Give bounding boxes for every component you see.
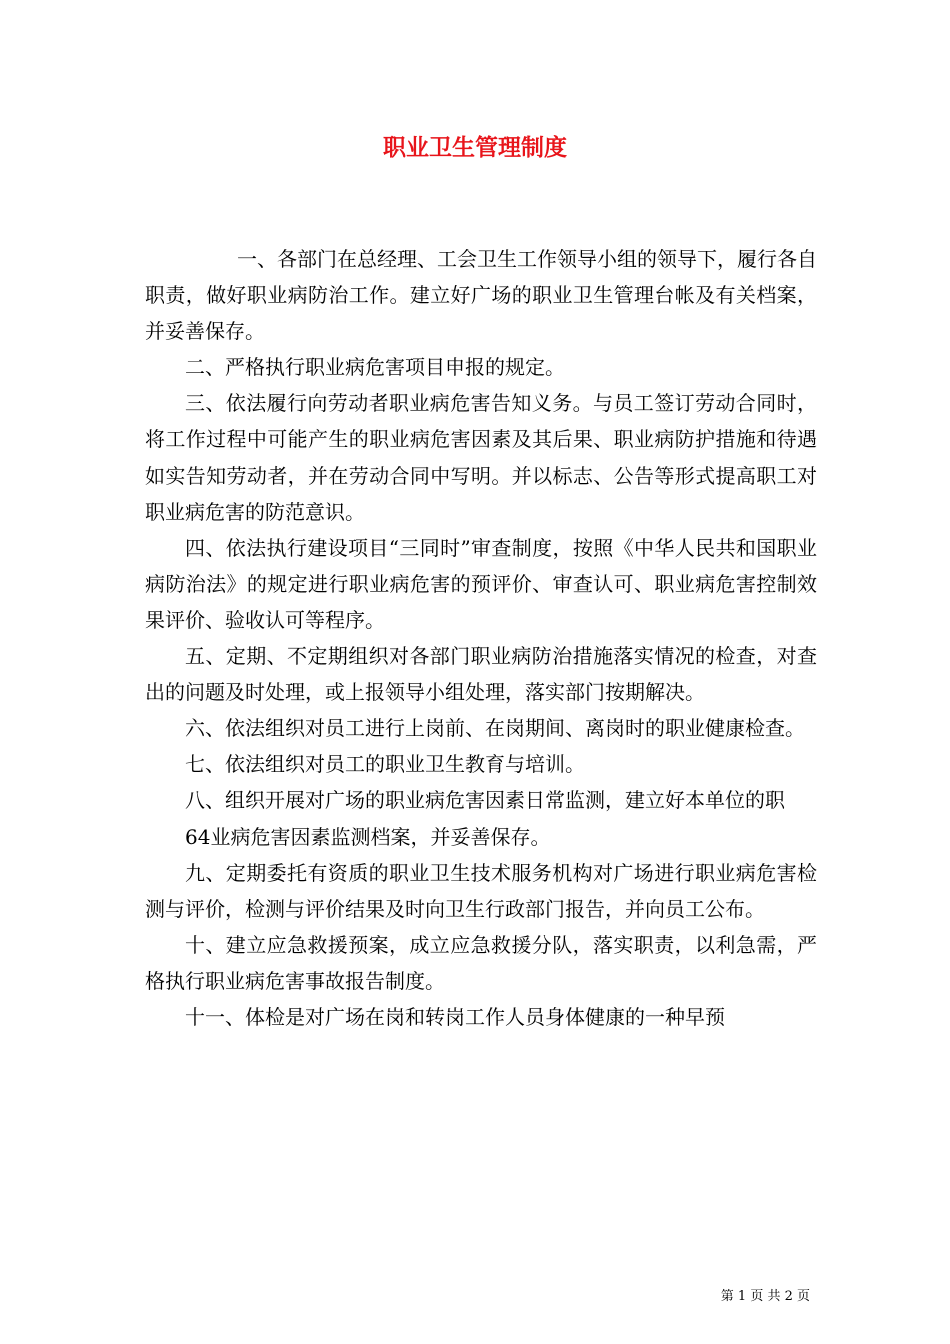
paragraph-2: 二、严格执行职业病危害项目申报的规定。 bbox=[185, 355, 565, 380]
paragraph-11: 十一、体检是对广场在岗和转岗工作人员身体健康的一种早预 bbox=[185, 1004, 725, 1029]
paragraph-9: 九、定期委托有资质的职业卫生技术服务机构对广场进行职业病危害检测与评价，检测与评价结果及时向卫生行政部门报告，并向员工公布。 bbox=[145, 860, 817, 921]
paragraph-5: 五、定期、不定期组织对各部门职业病防治措施落实情况的检查，对查出的问题及时处理，或上报领导小组处理，落实部门按期解决。 bbox=[145, 644, 817, 705]
paragraph-10: 十、建立应急救援预案，成立应急救援分队，落实职责，以利急需，严格执行职业病危害事故报告制度。 bbox=[145, 932, 817, 993]
paragraph-8: 八、组织开展对广场的职业病危害因素日常监测，建立好本单位的职 bbox=[185, 788, 785, 813]
paragraph-4: 四、依法执行建设项目“三同时”审查制度，按照《中华人民共和国职业病防治法》的规定进行职业病危害的预评价、审查认可、职业病危害控制效果评价、验收认可等程序。 bbox=[145, 535, 817, 632]
paragraph-1: 一、各部门在总经理、工会卫生工作领导小组的领导下，履行各自职责，做好职业病防治工作。建立好广场的职业卫生管理台帐及有关档案，并妥善保存。 bbox=[145, 247, 817, 344]
paragraph-8-continued: 64业病危害因素监测档案，并妥善保存。 bbox=[185, 824, 551, 849]
paragraph-3: 三、依法履行向劳动者职业病危害告知义务。与员工签订劳动合同时，将工作过程中可能产生的职业病危害因素及其后果、职业病防护措施和待遇如实告知劳动者，并在劳动合同中写明。并以标志、公告等形式提高职工对职业病危害的防范意识。 bbox=[145, 391, 817, 524]
page-number: 第 1 页 共 2 页 bbox=[720, 1289, 810, 1304]
page-title: 职业卫生管理制度 bbox=[383, 134, 567, 161]
document-body bbox=[145, 241, 817, 1035]
paragraph-6: 六、依法组织对员工进行上岗前、在岗期间、离岗时的职业健康检查。 bbox=[185, 716, 805, 741]
paragraph-7: 七、依法组织对员工的职业卫生教育与培训。 bbox=[185, 752, 585, 777]
